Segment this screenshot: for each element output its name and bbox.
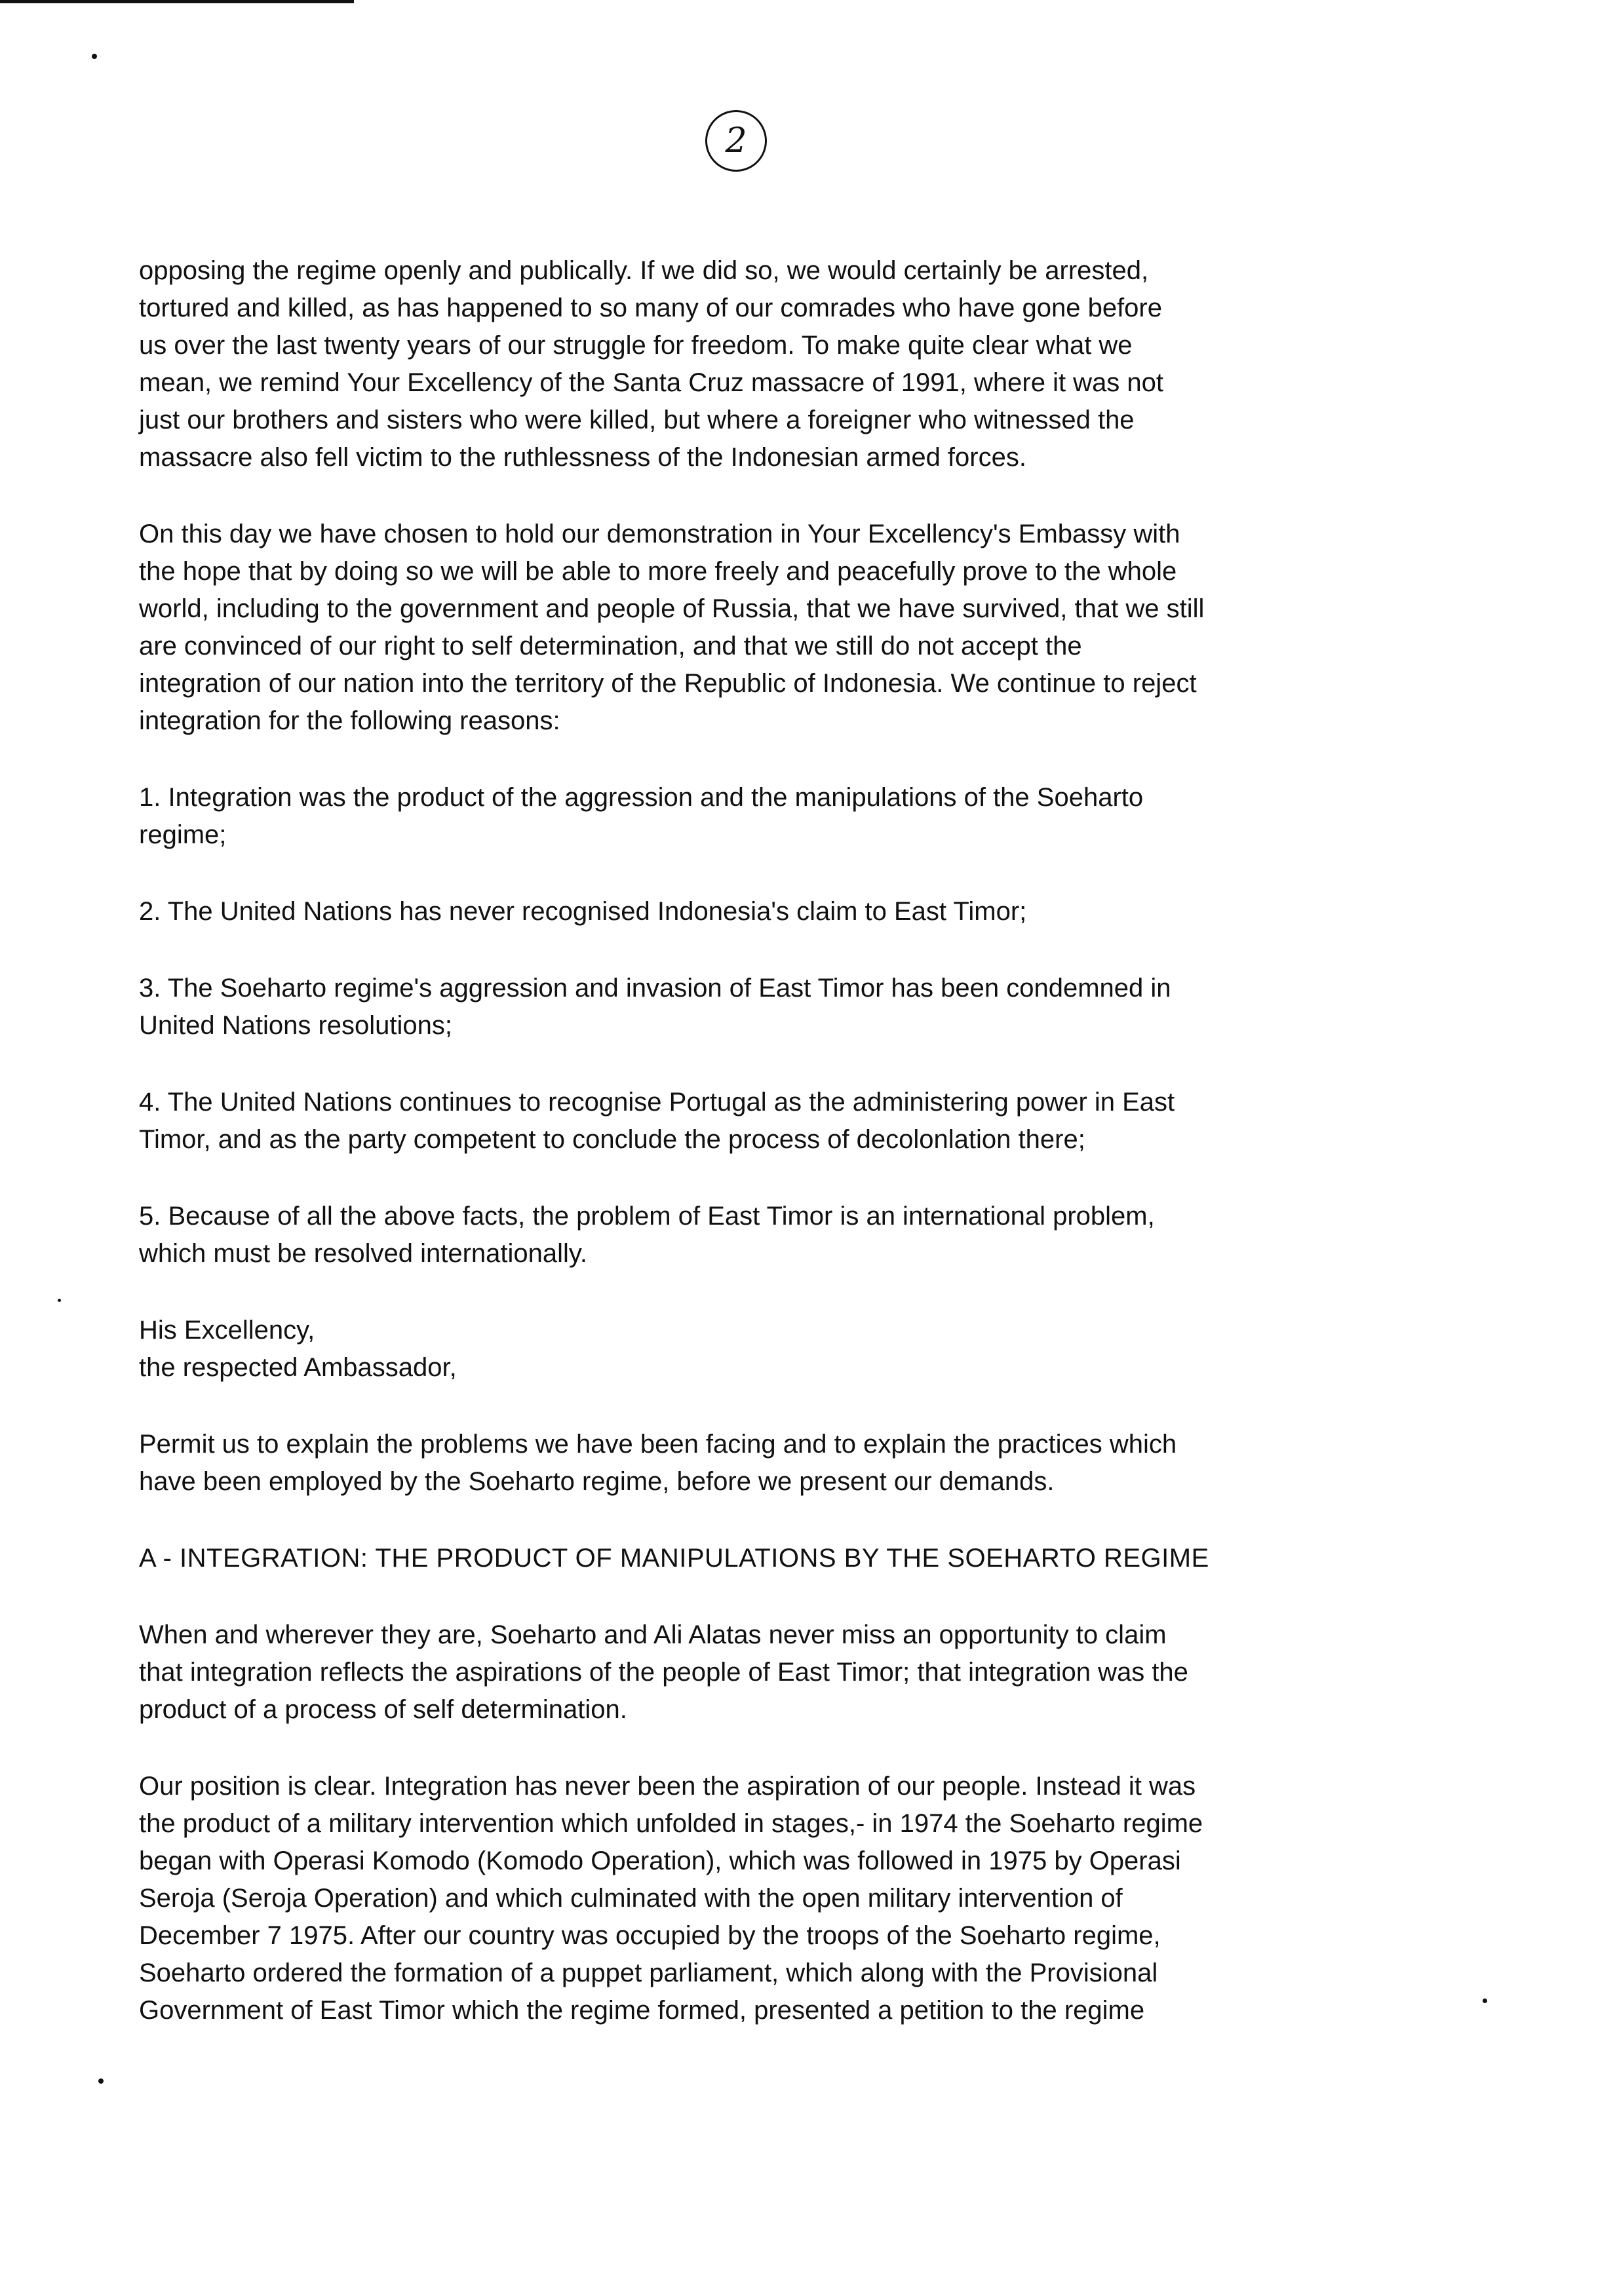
text-line: Timor, and as the party competent to conclude the process of decolonlation there; (139, 1125, 1085, 1154)
text-line: opposing the regime openly and publically. If we did so, we would certainly be arrested, (139, 256, 1149, 285)
paragraph-soeharto-claims (139, 1617, 1450, 1729)
text-line: world, including to the government and people of Russia, that we have survived, that we still (139, 594, 1205, 623)
reason-item-2 (139, 893, 1450, 930)
page-number-circled: 2 (705, 110, 767, 172)
text-line: regime; (139, 820, 227, 849)
text-line: 3. The Soeharto regime's aggression and invasion of East Timor has been condemned in (139, 974, 1171, 1003)
text-line: A - INTEGRATION: THE PRODUCT OF MANIPULATIONS BY THE SOEHARTO REGIME (139, 1544, 1209, 1573)
text-line: that integration reflects the aspirations of the people of East Timor; that integration was the (139, 1658, 1188, 1687)
text-line: have been employed by the Soeharto regime, before we present our demands. (139, 1467, 1055, 1496)
text-line: 5. Because of all the above facts, the problem of East Timor is an international problem, (139, 1202, 1155, 1231)
letter-body (139, 252, 1450, 2029)
text-line: December 7 1975. After our country was occupied by the troops of the Soeharto regime, (139, 1921, 1161, 1950)
scan-speck (98, 2078, 104, 2084)
text-line: When and wherever they are, Soeharto and Ali Alatas never miss an opportunity to claim (139, 1620, 1167, 1649)
text-line: Our position is clear. Integration has never been the aspiration of our people. Instead it was (139, 1772, 1196, 1801)
text-line: massacre also fell victim to the ruthlessness of the Indonesian armed forces. (139, 443, 1026, 472)
reason-item-4 (139, 1084, 1450, 1158)
text-line: 2. The United Nations has never recognised Indonesia's claim to East Timor; (139, 897, 1027, 926)
text-line: the hope that by doing so we will be able to more freely and peacefully prove to the whole (139, 557, 1177, 586)
text-line: Seroja (Seroja Operation) and which culminated with the open military intervention of (139, 1884, 1123, 1913)
text-line: just our brothers and sisters who were killed, but where a foreigner who witnessed the (139, 406, 1135, 434)
text-line: United Nations resolutions; (139, 1011, 453, 1040)
section-heading-integration (139, 1540, 1450, 1577)
text-line: Government of East Timor which the regime formed, presented a petition to the regime (139, 1996, 1145, 2025)
text-line: product of a process of self determination. (139, 1695, 627, 1724)
text-line: which must be resolved internationally. (139, 1239, 588, 1268)
text-line: His Excellency, (139, 1316, 315, 1345)
text-line: Soeharto ordered the formation of a puppet parliament, which along with the Provisional (139, 1959, 1158, 1987)
text-line: are convinced of our right to self determination, and that we still do not accept the (139, 632, 1082, 660)
salutation (139, 1312, 1450, 1387)
text-line: the product of a military intervention which unfolded in stages,- in 1974 the Soeharto regime (139, 1809, 1203, 1838)
text-line: began with Operasi Komodo (Komodo Operation), which was followed in 1975 by Operasi (139, 1846, 1181, 1875)
top-edge-rule (0, 0, 354, 3)
text-line: mean, we remind Your Excellency of the Santa Cruz massacre of 1991, where it was not (139, 368, 1164, 397)
paragraph-demonstration (139, 516, 1450, 740)
paragraph-our-position (139, 1768, 1450, 2029)
text-line: 1. Integration was the product of the aggression and the manipulations of the Soeharto (139, 783, 1144, 812)
paragraph-opposing-regime (139, 252, 1450, 476)
scan-speck (1483, 1999, 1487, 2003)
reason-item-1 (139, 779, 1450, 854)
scan-speck (92, 54, 97, 59)
text-line: integration for the following reasons: (139, 706, 560, 735)
text-line: On this day we have chosen to hold our demonstration in Your Excellency's Embassy with (139, 520, 1180, 548)
text-line: integration of our nation into the territory of the Republic of Indonesia. We continue to reject (139, 669, 1197, 698)
text-line: Permit us to explain the problems we have been facing and to explain the practices which (139, 1430, 1177, 1459)
reason-item-3 (139, 970, 1450, 1044)
scan-speck (58, 1299, 61, 1302)
text-line: tortured and killed, as has happened to so many of our comrades who have gone before (139, 294, 1162, 322)
text-line: us over the last twenty years of our struggle for freedom. To make quite clear what we (139, 331, 1133, 360)
paragraph-permit-us (139, 1426, 1450, 1501)
text-line: the respected Ambassador, (139, 1353, 457, 1382)
reason-item-5 (139, 1198, 1450, 1272)
text-line: 4. The United Nations continues to recognise Portugal as the administering power in East (139, 1088, 1175, 1117)
